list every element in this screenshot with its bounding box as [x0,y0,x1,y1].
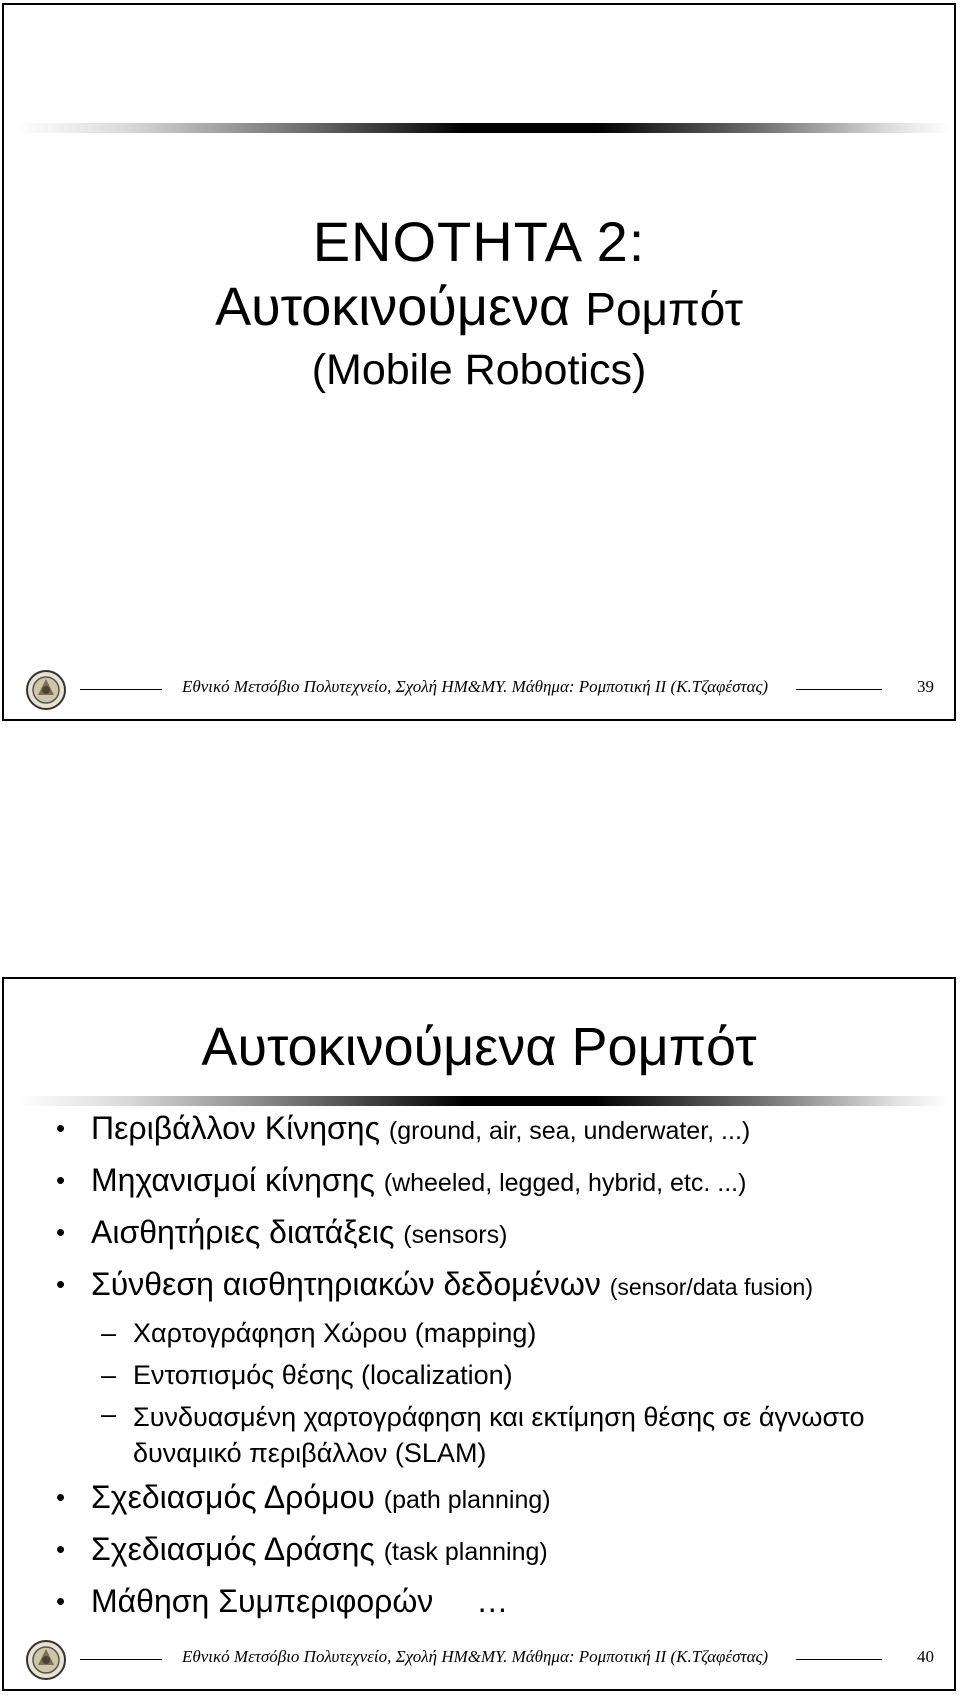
university-seal-icon [24,669,68,711]
title-divider-bar [16,123,950,133]
footer-rule-right [796,1659,882,1660]
slide-title-word-1: Αυτοκινούμενα [215,277,571,337]
slide-title-line-2 [4,274,954,342]
slide-title-line-3: (Mobile Robotics) [311,346,647,394]
slide-40 [2,977,956,1691]
list-item [56,1104,934,1156]
slide-footer [4,665,954,715]
list-item-text: Μάθηση Συμπεριφορών [91,1583,434,1619]
footer-text: Εθνικό Μετσόβιο Πολυτεχνείο, Σχολή ΗΜ&ΜΥ. Μάθημα: Ρομποτική ΙΙ (Κ.Τζαφέστας) [182,677,769,696]
page-number: 39 [917,677,934,696]
list-item [56,1156,934,1208]
list-item-note: (wheeled, legged, hybrid, etc. ...) [383,1169,747,1197]
list-item-text: Σχεδιασμός Δράσης [91,1531,375,1567]
university-seal-icon [24,1639,68,1681]
list-item-text: Αισθητήριες διατάξεις [91,1214,395,1250]
list-item-note: (path planning) [383,1486,551,1514]
footer-text: Εθνικό Μετσόβιο Πολυτεχνείο, Σχολή ΗΜ&ΜΥ. Μάθημα: Ρομποτική ΙΙ (Κ.Τζαφέστας) [182,1647,769,1666]
footer-rule-left [80,1659,162,1660]
list-item-note: (task planning) [383,1538,548,1566]
list-item-note: (sensor/data fusion) [609,1274,814,1300]
slide-footer [4,1635,954,1685]
slide-title-block [4,210,954,398]
slide-title-word-2: Ρομπότ [585,283,743,335]
slide-title: Αυτοκινούμενα Ρομπότ [201,1017,757,1077]
slide-39 [2,3,956,721]
list-item [56,1577,934,1626]
slide-title-line-1: ΕΝΟΤΗΤΑ 2: [312,210,646,273]
sub-list-item: – Συνδυασμένη χαρτογράφηση και εκτίμηση θέσης σε άγνωστο δυναμικό περιβάλλον (SLAM) [56,1396,913,1473]
list-item-note: (sensors) [403,1221,508,1249]
sub-list-item: – Χαρτογράφηση Χώρου (mapping) [56,1312,934,1354]
footer-rule-left [80,689,162,690]
list-item-text: Σύνθεση αισθητηριακών δεδομένων [91,1266,601,1302]
list-item [56,1208,934,1260]
page-number: 40 [917,1647,934,1666]
list-item [56,1260,934,1312]
list-item-note: (ground, air, sea, underwater, ...) [388,1117,751,1145]
list-item-text: Περιβάλλον Κίνησης [91,1110,381,1146]
footer-rule-right [796,689,882,690]
list-item [56,1525,934,1577]
list-item [56,1473,934,1525]
bullet-list [56,1104,934,1626]
list-item-note: … [476,1583,509,1619]
sub-list-item: – Εντοπισμός θέσης (localization) [56,1354,934,1396]
list-item-text: Σχεδιασμός Δρόμου [91,1479,375,1515]
list-item-text: Μηχανισμοί κίνησης [91,1162,375,1198]
